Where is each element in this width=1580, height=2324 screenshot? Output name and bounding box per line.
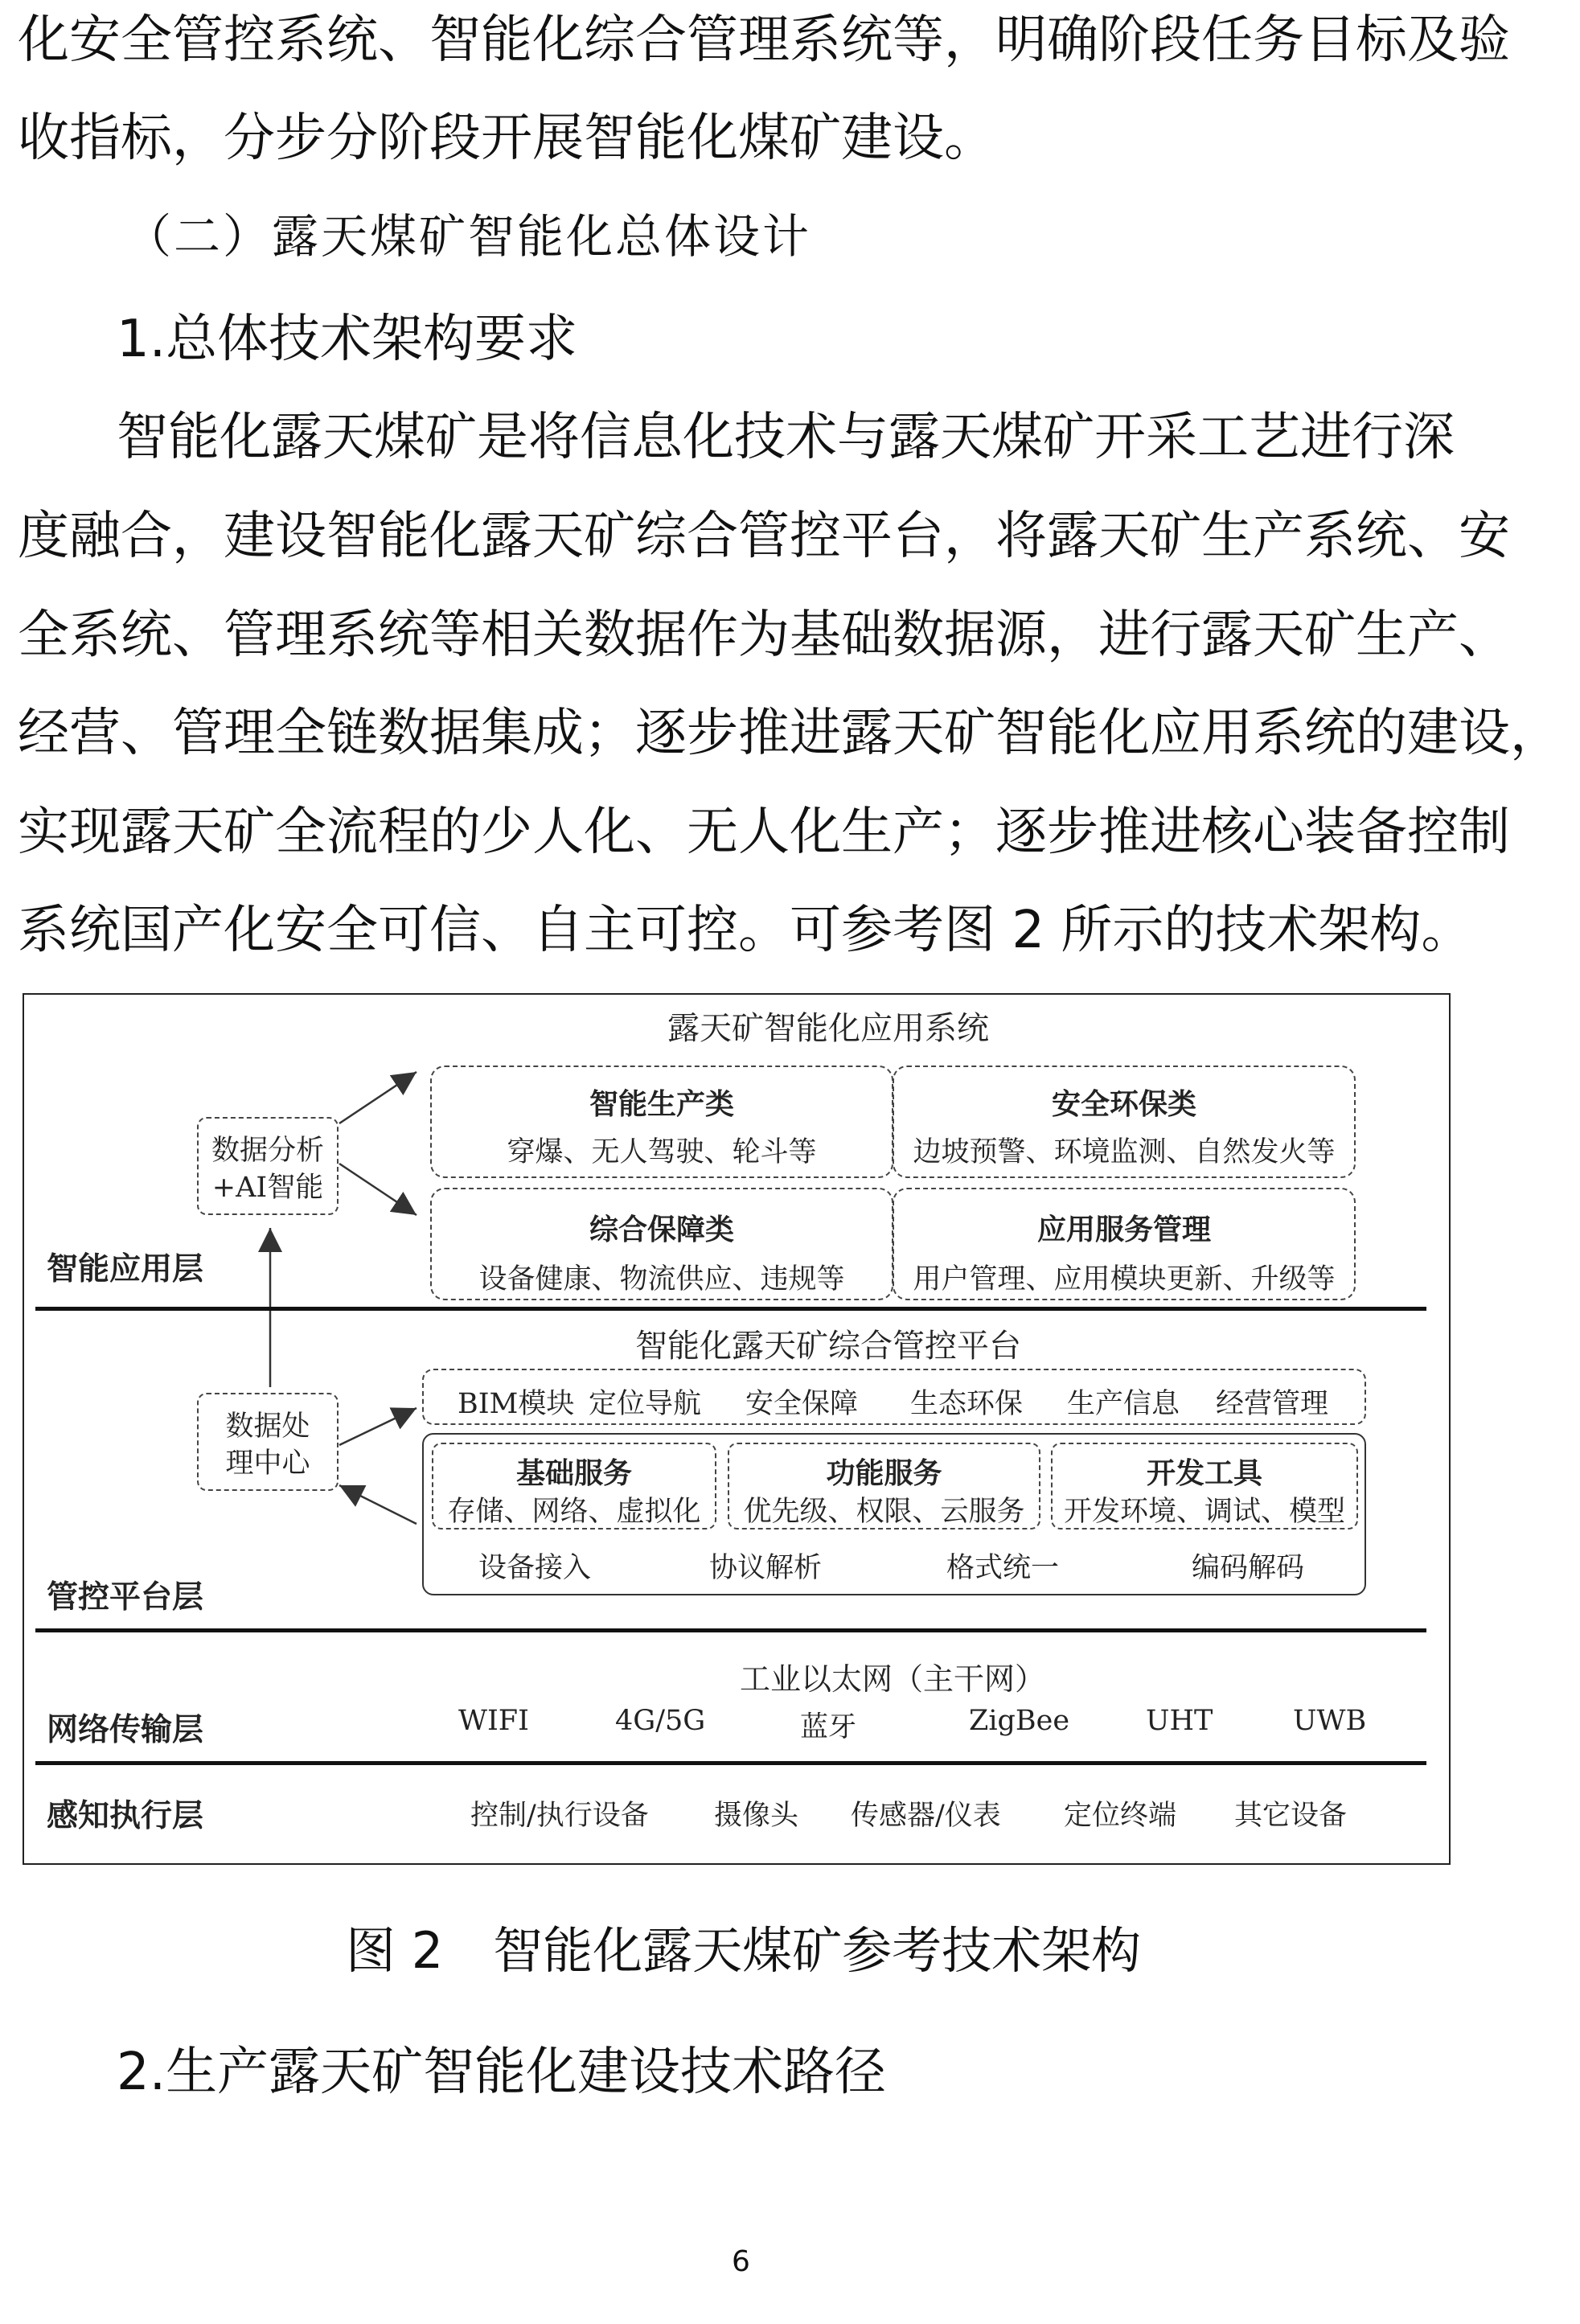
data-analysis-box	[197, 1117, 339, 1215]
safety-env-title: 安全环保类	[1051, 1087, 1196, 1121]
card-support	[430, 1188, 893, 1300]
para2-line1: 智能化露天煤矿是将信息化技术与露天煤矿开采工艺进行深	[117, 408, 1455, 467]
para2-line2: 度融合，建设智能化露天矿综合管控平台，将露天矿生产系统、安	[18, 507, 1510, 566]
app-system-title: 露天矿智能化应用系统	[667, 1010, 989, 1047]
data-center-line1: 数据处	[225, 1410, 310, 1443]
platform-modules-bar	[422, 1369, 1366, 1425]
divider-network	[35, 1761, 1426, 1765]
dev-tools-title: 开发工具	[1146, 1456, 1262, 1490]
sub-heading-2: 2.生产露天矿智能化建设技术路径	[117, 2043, 887, 2102]
section-heading: （二）露天煤矿智能化总体设计	[125, 209, 812, 264]
card-basic-service	[432, 1443, 716, 1529]
app-service-desc: 用户管理、应用模块更新、升级等	[913, 1263, 1336, 1295]
sensing-other: 其它设备	[1234, 1800, 1348, 1832]
para2-line3: 全系统、管理系统等相关数据作为基础数据源，进行露天矿生产、	[18, 606, 1510, 665]
smart-production-desc: 穿爆、无人驾驶、轮斗等	[507, 1136, 817, 1168]
card-dev-tools	[1051, 1443, 1358, 1529]
access-format: 格式统一	[946, 1552, 1060, 1584]
platform-services-box	[422, 1433, 1366, 1595]
safety-env-desc: 边坡预警、环境监测、自然发火等	[913, 1136, 1336, 1168]
access-protocol: 协议解析	[709, 1552, 823, 1584]
access-codec: 编码解码	[1192, 1552, 1305, 1584]
basic-service-title: 基础服务	[515, 1456, 632, 1490]
divider-app	[35, 1307, 1426, 1311]
app-service-title: 应用服务管理	[1036, 1213, 1211, 1246]
card-smart-production	[430, 1066, 893, 1178]
card-function-service	[728, 1443, 1040, 1529]
para1-line2: 收指标，分步分阶段开展智能化煤矿建设。	[18, 109, 995, 168]
support-desc: 设备健康、物流供应、违规等	[478, 1263, 845, 1295]
access-device: 设备接入	[478, 1552, 592, 1584]
function-service-desc: 优先级、权限、云服务	[743, 1496, 1025, 1528]
module-safety: 安全保障	[745, 1388, 859, 1420]
sensing-camera: 摄像头	[714, 1800, 799, 1832]
layer-network-label: 网络传输层	[47, 1711, 204, 1748]
card-app-service	[893, 1188, 1356, 1300]
network-uwb: UWB	[1293, 1705, 1367, 1737]
basic-service-desc: 存储、网络、虚拟化	[447, 1496, 701, 1528]
para2-line4: 经营、管理全链数据集成；逐步推进露天矿智能化应用系统的建设，	[18, 704, 1562, 763]
support-title: 综合保障类	[589, 1213, 734, 1246]
data-analysis-line2: +AI智能	[211, 1172, 324, 1204]
figure-caption: 图 2 智能化露天煤矿参考技术架构	[346, 1921, 1142, 1980]
module-ecology: 生态环保	[910, 1388, 1024, 1420]
layer-app-label: 智能应用层	[47, 1250, 204, 1287]
layer-sensing-label: 感知执行层	[47, 1797, 204, 1834]
network-title: 工业以太网（主干网）	[739, 1661, 1045, 1697]
para1-line1: 化安全管控系统、智能化综合管理系统等，明确阶段任务目标及验	[18, 10, 1510, 70]
sub-heading-1: 1.总体技术架构要求	[117, 310, 578, 369]
sensing-sensor: 传感器/仪表	[851, 1800, 1001, 1832]
data-analysis-line1: 数据分析	[211, 1135, 324, 1167]
layer-platform-label: 管控平台层	[47, 1579, 204, 1616]
architecture-diagram	[23, 993, 1451, 1865]
data-center-line2: 理中心	[225, 1447, 310, 1480]
platform-title: 智能化露天矿综合管控平台	[635, 1328, 1021, 1365]
sensing-locator: 定位终端	[1064, 1800, 1177, 1832]
network-bluetooth: 蓝牙	[800, 1711, 857, 1743]
page-number: 6	[732, 2245, 750, 2278]
network-zigbee: ZigBee	[969, 1705, 1070, 1737]
function-service-title: 功能服务	[826, 1456, 942, 1490]
para2-line6: 系统国产化安全可信、自主可控。可参考图 2 所示的技术架构。	[18, 901, 1473, 960]
module-business: 经营管理	[1216, 1388, 1329, 1420]
data-center-box	[197, 1393, 339, 1491]
divider-platform	[35, 1628, 1426, 1632]
network-uht: UHT	[1146, 1705, 1213, 1737]
module-production-info: 生产信息	[1067, 1388, 1180, 1420]
card-safety-env	[893, 1066, 1356, 1178]
para2-line5: 实现露天矿全流程的少人化、无人化生产；逐步推进核心装备控制	[18, 803, 1510, 862]
network-wifi: WIFI	[458, 1705, 529, 1737]
smart-production-title: 智能生产类	[589, 1087, 734, 1121]
sensing-control: 控制/执行设备	[470, 1800, 649, 1832]
dev-tools-desc: 开发环境、调试、模型	[1063, 1496, 1345, 1528]
network-4g5g: 4G/5G	[615, 1705, 706, 1737]
module-bim: BIM模块	[458, 1388, 575, 1420]
module-navigation: 定位导航	[589, 1388, 702, 1420]
